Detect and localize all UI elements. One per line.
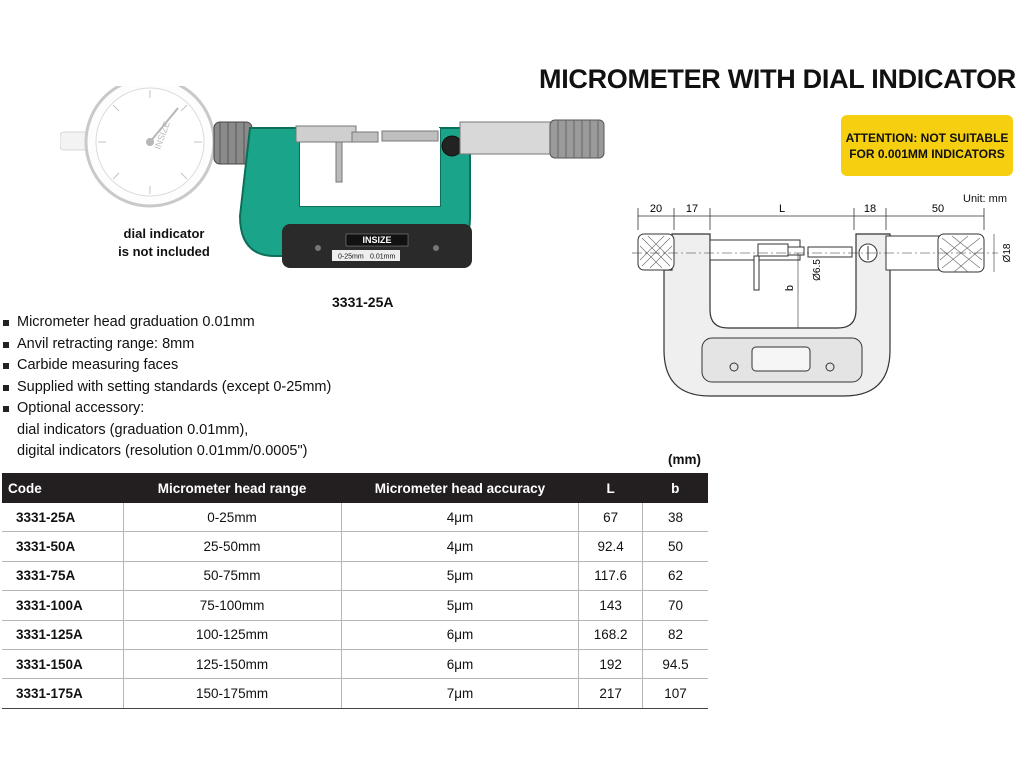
table-row xyxy=(2,591,708,620)
note-line-2: is not included xyxy=(118,244,210,259)
plate-graduation: 0.01mm xyxy=(370,253,396,261)
cell-code: 3331-150A xyxy=(2,649,123,678)
cell-code: 3331-75A xyxy=(2,561,123,590)
cell-range: 50-75mm xyxy=(123,561,341,590)
dial-indicator-note xyxy=(104,225,224,261)
cell-accuracy: 6μm xyxy=(341,620,579,649)
cell-code: 3331-125A xyxy=(2,620,123,649)
page-title: MICROMETER WITH DIAL INDICATOR xyxy=(539,64,1016,94)
cell-accuracy: 7μm xyxy=(341,679,579,708)
dim-50: 50 xyxy=(931,203,945,215)
spec-table xyxy=(2,473,708,709)
cell-accuracy: 6μm xyxy=(341,649,579,678)
cell-code: 3331-175A xyxy=(2,679,123,708)
cell-code: 3331-50A xyxy=(2,532,123,561)
col-code: Code xyxy=(2,473,123,503)
table-row xyxy=(2,561,708,590)
dial-indicator-image xyxy=(60,86,214,206)
table-row xyxy=(2,620,708,649)
col-b: b xyxy=(642,473,708,503)
dim-L: L xyxy=(778,203,786,215)
model-caption: 3331-25A xyxy=(332,294,394,310)
table-header-row xyxy=(2,473,708,503)
plate-range: 0-25mm xyxy=(338,253,364,261)
note-line-1: dial indicator xyxy=(123,226,205,241)
cell-range: 75-100mm xyxy=(123,591,341,620)
table-row xyxy=(2,532,708,561)
table-row xyxy=(2,503,708,532)
cell-range: 125-150mm xyxy=(123,649,341,678)
feature-item: Optional accessory: xyxy=(2,398,331,420)
table-unit: (mm) xyxy=(668,452,701,467)
accessory-line: dial indicators (graduation 0.01mm), xyxy=(17,421,249,438)
cell-range: 100-125mm xyxy=(123,620,341,649)
cell-b: 50 xyxy=(642,532,708,561)
cell-L: 217 xyxy=(579,679,643,708)
cell-b: 82 xyxy=(642,620,708,649)
col-L: L xyxy=(579,473,643,503)
table-row xyxy=(2,649,708,678)
cell-L: 92.4 xyxy=(579,532,643,561)
dim-18: 18 xyxy=(863,203,877,215)
cell-accuracy: 5μm xyxy=(341,561,579,590)
cell-accuracy: 4μm xyxy=(341,532,579,561)
cell-accuracy: 5μm xyxy=(341,591,579,620)
cell-L: 143 xyxy=(579,591,643,620)
cell-L: 67 xyxy=(579,503,643,532)
cell-accuracy: 4μm xyxy=(341,503,579,532)
feature-item: Supplied with setting standards (except 0-25mm) xyxy=(2,377,331,399)
cell-L: 168.2 xyxy=(579,620,643,649)
dim-17: 17 xyxy=(685,203,699,215)
col-range: Micrometer head range xyxy=(123,473,341,503)
accessory-line: digital indicators (resolution 0.01mm/0.0005") xyxy=(17,443,308,459)
dim-20: 20 xyxy=(649,203,663,215)
feature-item: Anvil retracting range: 8mm xyxy=(2,334,331,356)
cell-b: 70 xyxy=(642,591,708,620)
cell-b: 94.5 xyxy=(642,649,708,678)
table-row xyxy=(2,679,708,708)
technical-drawing xyxy=(628,200,1024,400)
cell-code: 3331-100A xyxy=(2,591,123,620)
dia-6-5: Ø6.5 xyxy=(812,259,823,281)
cell-L: 117.6 xyxy=(579,561,643,590)
dia-18: Ø18 xyxy=(1002,243,1013,263)
cell-b: 107 xyxy=(642,679,708,708)
dim-b: b xyxy=(784,284,796,292)
feature-item: Micrometer head graduation 0.01mm xyxy=(2,312,331,334)
cell-L: 192 xyxy=(579,649,643,678)
cell-b: 38 xyxy=(642,503,708,532)
attention-line-1: ATTENTION: NOT SUITABLE xyxy=(845,130,1009,145)
unit-note: Unit: mm xyxy=(963,193,1007,205)
brand-logo: INSIZE xyxy=(362,235,392,245)
cell-range: 0-25mm xyxy=(123,503,341,532)
attention-line-2: FOR 0.001MM INDICATORS xyxy=(849,146,1005,161)
cell-b: 62 xyxy=(642,561,708,590)
cell-code: 3331-25A xyxy=(2,503,123,532)
cell-range: 25-50mm xyxy=(123,532,341,561)
col-accuracy: Micrometer head accuracy xyxy=(341,473,579,503)
feature-item: Carbide measuring faces xyxy=(2,355,331,377)
svg-text:INSIZE: INSIZE xyxy=(152,119,172,151)
feature-list xyxy=(2,312,331,463)
cell-range: 150-175mm xyxy=(123,679,341,708)
attention-badge xyxy=(841,115,1013,176)
